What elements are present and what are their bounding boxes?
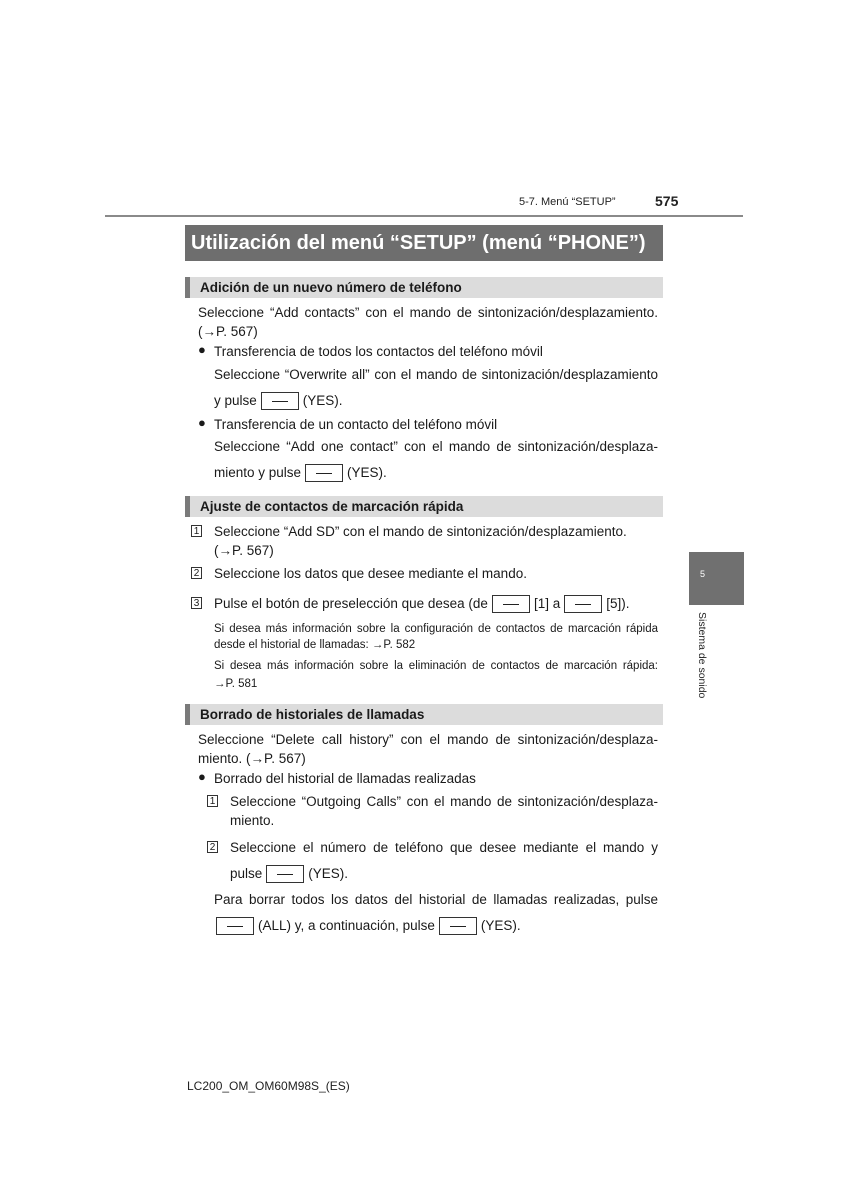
button-icon xyxy=(305,464,343,482)
transfer-one-line2: miento y pulse (YES). xyxy=(214,463,387,482)
chapter-tab-label: Sistema de sonido xyxy=(696,612,708,699)
speed-dial-note2-line2: →P. 581 xyxy=(214,678,258,690)
step-number: 2 xyxy=(207,841,218,853)
button-icon xyxy=(266,865,304,883)
delete-step2-line1: Seleccione el número de teléfono que desee mediante el mando y xyxy=(230,840,658,855)
button-icon xyxy=(564,595,602,613)
header-rule xyxy=(105,215,743,217)
transfer-all-line1: Seleccione “Overwrite all” con el mando de sintonización/desplazamiento xyxy=(214,367,658,382)
delete-step1-line2: miento. xyxy=(230,813,275,828)
delete-history-intro-line1: Seleccione “Delete call history” con el mando de sintonización/desplaza- xyxy=(198,732,658,747)
speed-dial-note2-line1: Si desea más información sobre la eliminación de contactos de marcación rápida: xyxy=(214,660,658,672)
page-number: 575 xyxy=(655,193,679,209)
add-number-intro-line2: (→P. 567) xyxy=(198,324,258,339)
speed-dial-step1-line2: (→P. 567) xyxy=(214,543,274,558)
step-number: 1 xyxy=(191,525,202,537)
speed-dial-note1-line2: desde el historial de llamadas: →P. 582 xyxy=(214,639,416,651)
speed-dial-note1-line1: Si desea más información sobre la configuración de contactos de marcación rápida xyxy=(214,623,658,635)
delete-step2-line2: pulse (YES). xyxy=(230,864,348,883)
section-heading-add-number: Adición de un nuevo número de teléfono xyxy=(185,277,663,298)
section-header: 5-7. Menú “SETUP” xyxy=(519,196,616,208)
section-heading-speed-dial: Ajuste de contactos de marcación rápida xyxy=(185,496,663,517)
button-icon xyxy=(216,917,254,935)
delete-history-intro-line2: miento. (→P. 567) xyxy=(198,751,306,766)
speed-dial-step2-line1: Seleccione los datos que desee mediante el mando. xyxy=(214,566,527,581)
button-icon xyxy=(261,392,299,410)
step-number: 1 xyxy=(207,795,218,807)
button-icon xyxy=(492,595,530,613)
bullet-icon: ● xyxy=(198,415,206,430)
speed-dial-step1-line1: Seleccione “Add SD” con el mando de sintonización/desplazamiento. xyxy=(214,524,627,539)
delete-step1-line1: Seleccione “Outgoing Calls” con el mando de sintonización/desplaza- xyxy=(230,794,658,809)
transfer-one-line1: Seleccione “Add one contact” con el mando de sintonización/desplaza- xyxy=(214,439,658,454)
chapter-tab xyxy=(689,552,744,605)
delete-all-para-line2: (ALL) y, a continuación, pulse (YES). xyxy=(212,916,521,935)
bullet-outgoing-title: Borrado del historial de llamadas realizadas xyxy=(214,771,476,786)
step-number: 2 xyxy=(191,567,202,579)
step-number: 3 xyxy=(191,597,202,609)
delete-all-para-line1: Para borrar todos los datos del historial de llamadas realizadas, pulse xyxy=(214,892,658,907)
bullet-transfer-one-title: Transferencia de un contacto del teléfono móvil xyxy=(214,417,498,432)
bullet-icon: ● xyxy=(198,769,206,784)
speed-dial-step3-line1: Pulse el botón de preselección que desea (de [1] a [5]). xyxy=(214,594,630,613)
bullet-transfer-all-title: Transferencia de todos los contactos del teléfono móvil xyxy=(214,344,543,359)
page-title: Utilización del menú “SETUP” (menú “PHONE”) xyxy=(185,225,663,261)
bullet-icon: ● xyxy=(198,342,206,357)
button-icon xyxy=(439,917,477,935)
section-heading-delete-history: Borrado de historiales de llamadas xyxy=(185,704,663,725)
chapter-tab-number: 5 xyxy=(700,569,706,579)
transfer-all-line2: y pulse (YES). xyxy=(214,391,343,410)
footer-code: LC200_OM_OM60M98S_(ES) xyxy=(187,1079,350,1093)
add-number-intro-line1: Seleccione “Add contacts” con el mando de sintonización/desplazamiento. xyxy=(198,305,658,320)
